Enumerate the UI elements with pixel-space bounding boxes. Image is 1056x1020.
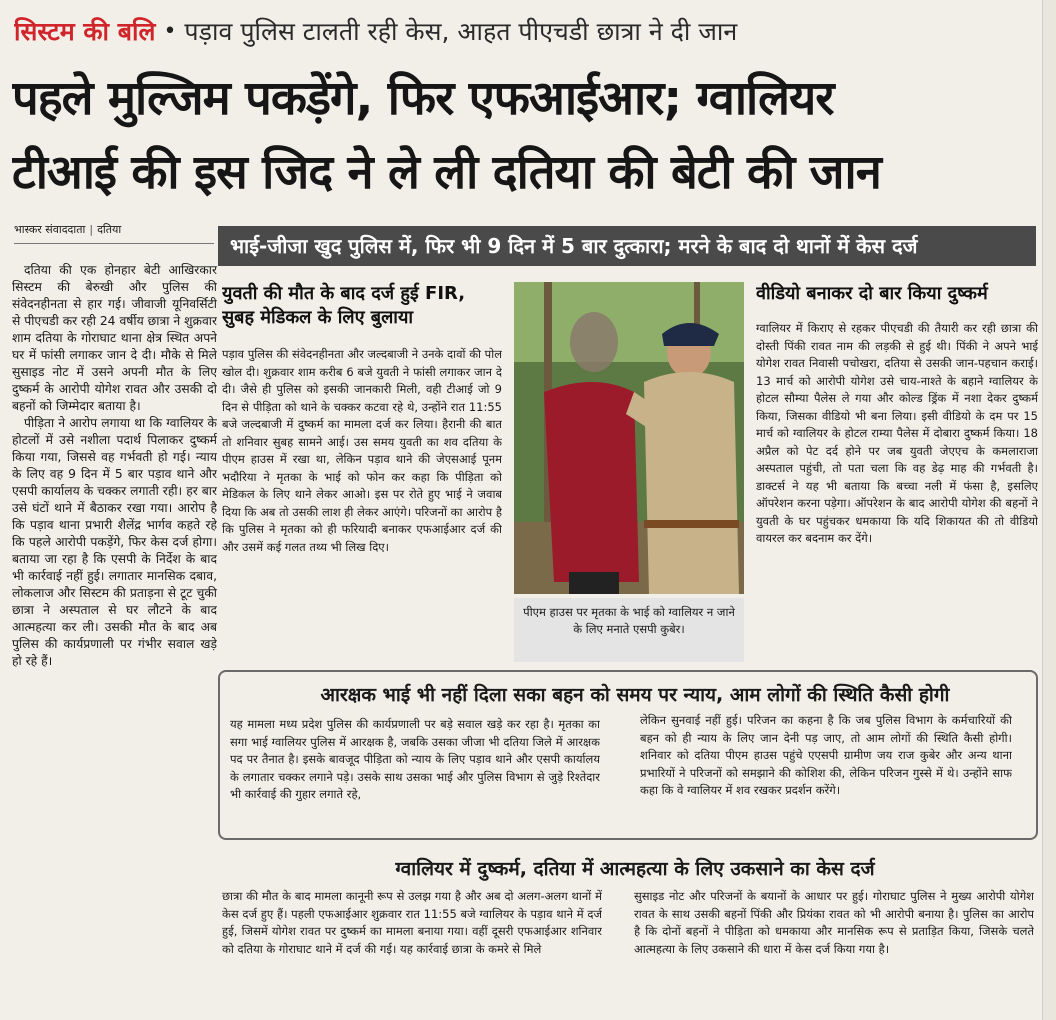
bottom-section-column-1: छात्रा की मौत के बाद मामला कानूनी रूप से उलझ गया है और अब दो अलग-अलग थानों में केस दर्ज हुए हैं। पहली एफआईआर शुक्रवार रात 11:55 बजे ग्वालियर के पड़ाव थाने में दर्ज हुई, जिसमें योगेश रावत पर दुष्कर्म का मामला बनाया गया। वहीं दूसरी एफआईआर शनिवार को दतिया के गोराघाट थाने में दर्ज की गई। यह कार्रवाई छात्रा के कमरे से मिले <box>222 889 602 956</box>
kicker-text: पड़ाव पुलिस टालती रही केस, आहत पीएचडी छात्रा ने दी जान <box>184 17 738 46</box>
right-section-heading: वीडियो बनाकर दो बार किया दुष्कर्म <box>756 283 988 304</box>
photo-illustration <box>514 282 744 594</box>
left-section-heading: युवती की मौत के बाद दर्ज हुई FIR, सुबह मेडिकल के लिए बुलाया <box>222 283 466 328</box>
left-section-body: पड़ाव पुलिस की संवेदनहीनता और जल्दबाजी ने उनके दावों की पोल खोल दी। शुक्रवार शाम करीब 6 बजे युवती ने फांसी लगाकर जान दे दी। जैसे ही पुलिस को इसकी जानकारी मिली, वही टीआई जो 9 दिन से पीड़िता को थाने के चक्कर कटवा रहे थे, उन्होंने रात 11:55 बजे जल्दबाजी में दुष्कर्म का मामला दर्ज कर लिया। हैरानी की बात तो शनिवार सुबह सामने आई। उस समय युवती का शव दतिया के पीएम हाउस में रखा था, लेकिन पड़ाव थाने की जेएसआई पूनम भदौरिया ने मृतका के भाई को फोन कर कहा कि पीड़िता को मेडिकल के लिए थाने लेकर आओ। इस पर रोते हुए भाई ने जवाब दिया कि अब तो उसकी लाश ही लेकर आएंगे। परिजनों का आरोप है कि पुलिस ने मृतका को ही फरियादी बनाकर एफआईआर दर्ज की और उसमें कई गलत तथ्य भी लिख दिए। <box>222 347 502 554</box>
byline-separator: | <box>89 223 94 236</box>
headline-line-1: पहले मुल्जिम पकड़ेंगे, फिर एफआईआर; ग्वालियर <box>12 71 834 126</box>
lead-paragraph-1: दतिया की एक होनहार बेटी आखिरकार सिस्टम की बेरुखी और पुलिस की संवेदनहीनता से हार गई। जीवाजी यूनिवर्सिटी से पीएचडी कर रही 24 वर्षीय छात्रा ने शुक्रवार शाम दतिया के गोराघाट थाना क्षेत्र स्थित अपने घर में फांसी लगाकर जान दे दी। मौके से मिले सुसाइड नोट में उसने अपनी मौत के लिए दुष्कर्म के आरोपी योगेश रावत और उसकी दो बहनों को जिम्मेदार बताया है। <box>12 263 217 413</box>
boxed-section-heading: आरक्षक भाई भी नहीं दिला सका बहन को समय पर न्याय, आम लोगों की स्थिति कैसी होगी <box>320 684 950 706</box>
kicker-separator: • <box>163 18 177 44</box>
bottom-section-column-2: सुसाइड नोट और परिजनों के बयानों के आधार पर हुई। गोराघाट पुलिस ने मुख्य आरोपी योगेश रावत के साथ उसकी बहनों पिंकी और प्रियंका रावत को भी आरोपी बनाया है। पुलिस का आरोप है कि दोनों बहनों ने पीड़िता को धमकाया और मानसिक रूप से प्रताड़ित किया, जिसके चलते आत्महत्या के लिए उकसाने की धारा में केस दर्ज किया गया है। <box>634 889 1034 956</box>
headline-line-2: टीआई की इस जिद ने ले ली दतिया की बेटी की जान <box>12 145 881 200</box>
byline <box>14 222 214 244</box>
boxed-section-column-2: लेकिन सुनवाई नहीं हुई। परिजन का कहना है कि जब पुलिस विभाग के कर्मचारियों की बहन को ही न्याय के लिए जान देनी पड़ जाए, तो आम लोगों की स्थिति कैसी होगी। शनिवार को दतिया पीएम हाउस पहुंचे एएसपी ग्रामीण जय राज कुबेर और अन्य थाना प्रभारियों ने परिजनों को समझाने की कोशिश की, लेकिन परिजन गुस्से में थे। उन्होंने साफ कहा कि वे ग्वालियर में शव रखकर प्रदर्शन करेंगे। <box>640 713 1012 797</box>
right-section-body: ग्वालियर में किराए से रहकर पीएचडी की तैयारी कर रही छात्रा की दोस्ती पिंकी रावत नाम की लड़की से हुई थी। पिंकी ने अपने भाई योगेश रावत निवासी पचोखरा, दतिया से उसकी जान-पहचान कराई। 13 मार्च को आरोपी योगेश उसे चाय-नाश्ते के बहाने ग्वालियर के होटल सौम्या पैलेस ले गया और कोल्ड ड्रिंक में नशा देकर दुष्कर्म किया, जिसका वीडियो भी बना लिया। इसी वीडियो के दम पर 15 मार्च को ग्वालियर के होटल राम्या पैलेस में दोबारा दुष्कर्म किया। 18 अप्रैल को पेट दर्द होने पर जब युवती जेएएच के कमलाराजा अस्पताल पहुंची, तो पता चला कि वह डेढ़ माह की गर्भवती है। डाक्टर्स ने यह भी बताया कि बच्चा नली में फंसा है, इसलिए ऑपरेशन करना पड़ेगा। ऑपरेशन के बाद आरोपी योगेश की बहनों ने युवती के घर पहुंचकर धमकाया कि यदि शिकायत की तो वीडियो वायरल कर बदनाम कर देंगे। <box>756 321 1038 545</box>
byline-location: दतिया <box>97 223 122 236</box>
kicker-label: सिस्टम की बलि <box>14 17 156 46</box>
lead-story-column <box>12 262 217 992</box>
lead-paragraph-2: पीड़िता ने आरोप लगाया था कि ग्वालियर के होटलों में उसे नशीला पदार्थ पिलाकर दुष्कर्म किया गया, जिससे वह गर्भवती हो गई। न्याय के लिए वह 9 दिन में 5 बार पड़ाव थाने और एसपी कार्यालय के चक्कर लगाती रही। हर बार उसे घंटों थाने में बैठाकर रखा गया। आरोप है कि पड़ाव थाना प्रभारी शैलेंद्र भार्गव कहते रहे कि पहले आरोपी पकड़ेंगे, फिर केस दर्ज होगा। बताया जा रहा है कि एसपी के निर्देश के बाद भी कार्रवाई नहीं हुई। लगातार मानसिक दबाव, लोकलाज और सिस्टम की प्रताड़ना से टूट चुकी छात्रा ने अस्पताल से घर लौटने के बाद आत्महत्या कर ली। उसकी मौत के बाद अब पुलिस की कार्यप्रणाली पर गंभीर सवाल खड़े हो रहे हैं। <box>12 416 217 668</box>
sub-banner: भाई-जीजा खुद पुलिस में, फिर भी 9 दिन में 5 बार दुत्कारा; मरने के बाद दो थानों में केस दर्ज <box>218 226 1036 266</box>
bottom-section-heading: ग्वालियर में दुष्कर्म, दतिया में आत्महत्या के लिए उकसाने का केस दर्ज <box>395 858 875 880</box>
photo-caption: पीएम हाउस पर मृतका के भाई को ग्वालियर न जाने के लिए मनाते एसपी कुबेर। <box>514 598 744 662</box>
byline-reporter: भास्कर संवाददाता <box>14 223 86 236</box>
page-edge <box>1042 0 1056 1020</box>
kicker <box>14 10 1034 52</box>
news-photo <box>514 282 744 594</box>
boxed-section-column-1: यह मामला मध्य प्रदेश पुलिस की कार्यप्रणाली पर बड़े सवाल खड़े कर रहा है। मृतका का सगा भाई ग्वालियर पुलिस में आरक्षक है, जबकि उसका जीजा भी दतिया जिले में आरक्षक पद पर तैनात है। इसके बावजूद पीड़िता को न्याय के लिए पड़ाव थाने और एसपी कार्यालय के लगातार चक्कर लगाने पड़े। उसके साथ उसका भाई और पुलिस विभाग से जुड़े रिश्तेदार भी कार्रवाई की गुहार लगाते रहे, <box>230 717 600 801</box>
